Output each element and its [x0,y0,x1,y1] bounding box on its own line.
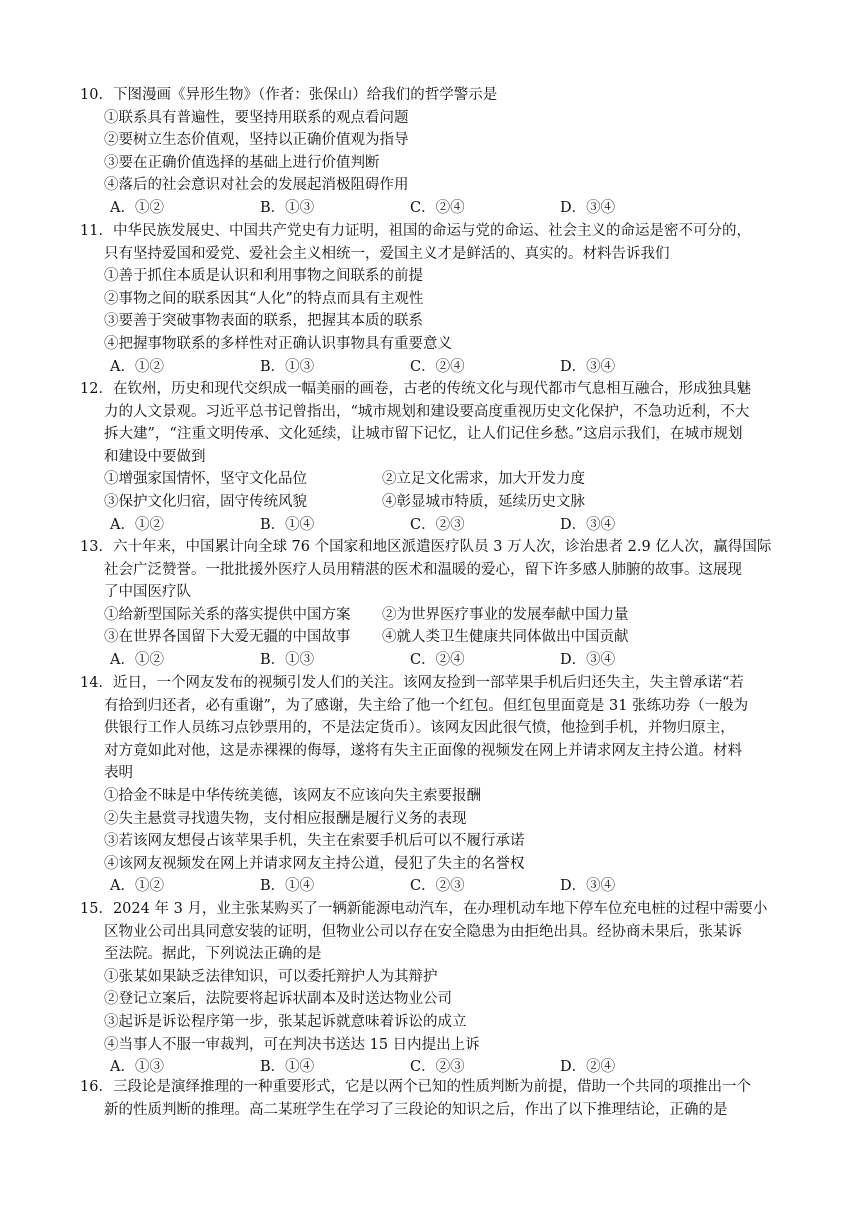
statement-option: ②登记立案后，法院要将起诉状副本及时送达物业公司 [104,991,452,1008]
question-12 [80,378,780,536]
statement-option: ③在世界各国留下大爱无疆的中国故事 [104,629,351,646]
choice-a[interactable]: A．①② [110,516,164,533]
choice-d[interactable]: D．②④ [560,1059,616,1076]
statement-option: ④落后的社会意识对社会的发展起消极阻碍作用 [104,177,409,194]
question-stem: 13．六十年来，中国累计向全球 76 个国家和地区派遣医疗队员 3 万人次，诊治患者 2.9 亿人次，赢得国际 [80,539,772,555]
choice-b[interactable]: B．①③ [260,358,315,375]
statement-option: ①拾金不昧是中华传统美德，该网友不应该向失主索要报酬 [104,787,481,804]
question-stem-cont: 只有坚持爱国和爱党、爱社会主义相统一，爱国主义才是鲜活的、真实的。材料告诉我们 [104,245,670,262]
question-stem: 14．近日，一个网友发布的视频引发人们的关注。该网友捡到一部苹果手机后归还失主，失主曾承诺“若 [80,675,744,691]
answer-choices [80,649,780,672]
question-13 [80,536,780,672]
answer-choices [80,514,780,537]
answer-choices [80,875,780,898]
choice-c[interactable]: C．②③ [410,878,465,895]
statement-option-row [80,491,780,514]
statement-option: ②失主悬赏寻找遗失物，支付相应报酬是履行义务的表现 [104,810,467,827]
statement-option: ③起诉是诉讼程序第一步，张某起诉就意味着诉讼的成立 [104,1013,467,1030]
question-stem: 11．中华民族发展史、中国共产党史有力证明，祖国的命运与党的命运、社会主义的命运是密不可分的， [80,223,751,239]
question-15 [80,898,780,1079]
choice-c[interactable]: C．②④ [410,651,465,668]
statement-option: ③若该网友想侵占该苹果手机，失主在索要手机后可以不履行承诺 [104,833,525,850]
question-stem-cont: 区物业公司出具同意安装的证明，但物业公司以存在安全隐患为由拒绝出具。经协商未果后，张某诉 [104,923,742,940]
question-11 [80,220,780,378]
statement-option: ④就人类卫生健康共同体做出中国贡献 [382,629,629,646]
choice-a[interactable]: A．①② [110,358,164,375]
choice-c[interactable]: C．②④ [410,199,465,216]
statement-option: ①联系具有普遍性，要坚持用联系的观点看问题 [104,109,409,126]
statement-option: ①增强家国情怀，坚守文化品位 [104,471,307,488]
choice-a[interactable]: A．①② [110,878,164,895]
question-14 [80,672,780,898]
statement-option: ③要在正确价值选择的基础上进行价值判断 [104,154,380,171]
statement-option-row [80,468,780,491]
choice-c[interactable]: C．②③ [410,1059,465,1076]
choice-c[interactable]: C．②④ [410,358,465,375]
question-stem-cont: 有拾到归还者，必有重谢”，为了感谢，失主给了他一个红包。但红包里面竟是 31 张练功券（一般为 [104,697,749,714]
choice-c[interactable]: C．②③ [410,516,465,533]
question-stem-cont: 社会广泛赞誉。一批批援外医疗人员用精湛的医术和温暖的爱心，留下许多感人肺腑的故事。这展现 [104,561,742,578]
choice-a[interactable]: A．①③ [110,1059,164,1076]
question-stem-cont: 力的人文景观。习近平总书记曾指出，“城市规划和建设要高度重视历史文化保护，不急功近利，不大 [104,403,750,420]
statement-option-row [80,626,780,649]
statement-option: ④该网友视频发在网上并请求网友主持公道，侵犯了失主的名誉权 [104,855,525,872]
choice-b[interactable]: B．①④ [260,1059,315,1076]
answer-choices [80,197,780,220]
choice-b[interactable]: B．①④ [260,516,315,533]
choice-b[interactable]: B．①④ [260,878,315,895]
choice-d[interactable]: D．③④ [560,878,616,895]
question-stem: 10．下图漫画《异形生物》（作者：张保山）给我们的哲学警示是 [80,87,498,103]
statement-option-row [80,604,780,627]
statement-option: ②立足文化需求，加大开发力度 [382,471,585,488]
question-16 [80,1076,780,1121]
statement-option: ①给新型国际关系的落实提供中国方案 [104,606,351,623]
statement-option: ②事物之间的联系因其“人化”的特点而具有主观性 [104,290,424,307]
choice-a[interactable]: A．①② [110,651,164,668]
question-stem: 15．2024 年 3 月，业主张某购买了一辆新能源电动汽车，在办理机动车地下停车位充电桩的过程中需要小 [80,901,768,917]
choice-a[interactable]: A．①② [110,199,164,216]
question-stem-cont: 新的性质判断的推理。高二某班学生在学习了三段论的知识之后，作出了以下推理结论，正确的是 [104,1101,728,1118]
question-stem: 16．三段论是演绎推理的一种重要形式，它是以两个已知的性质判断为前提，借助一个共同的项推出一个 [80,1079,751,1095]
question-stem: 12．在钦州，历史和现代交织成一幅美丽的画卷，古老的传统文化与现代都市气息相互融合，形成独具魅 [80,381,751,397]
question-stem-cont: 了中国医疗队 [104,584,191,601]
question-stem-cont: 表明 [104,765,133,782]
choice-d[interactable]: D．③④ [560,199,616,216]
answer-choices [80,356,780,379]
choice-d[interactable]: D．③④ [560,516,616,533]
question-stem-cont: 对方竟如此对他，这是赤裸裸的侮辱，遂将有失主正面像的视频发在网上并请求网友主持公道。材料 [104,742,742,759]
statement-option: ④把握事物联系的多样性对正确认识事物具有重要意义 [104,335,452,352]
question-stem-cont: 至法院。据此，下列说法正确的是 [104,946,322,963]
statement-option: ①善于抓住本质是认识和利用事物之间联系的前提 [104,268,423,285]
statement-option: ③要善于突破事物表面的联系，把握其本质的联系 [104,313,423,330]
question-stem-cont: 拆大建”，“注重文明传承、文化延续，让城市留下记忆，让人们记住乡愁。”这启示我们，在城市规划 [104,426,743,443]
statement-option: ③保护文化归宿，固守传统风貌 [104,493,307,510]
question-10 [80,84,780,220]
statement-option: ④彰显城市特质，延续历史文脉 [382,493,585,510]
question-stem-cont: 供银行工作人员练习点钞票用的，不是法定货币）。该网友因此很气愤，他捡到手机，并物归原主， [104,720,735,737]
statement-option: ②要树立生态价值观，坚持以正确价值观为指导 [104,132,409,149]
choice-d[interactable]: D．③④ [560,358,616,375]
choice-b[interactable]: B．①③ [260,199,315,216]
statement-option: ①张某如果缺乏法律知识，可以委托辩护人为其辩护 [104,968,438,985]
choice-b[interactable]: B．①③ [260,651,315,668]
statement-option: ②为世界医疗事业的发展奉献中国力量 [382,606,629,623]
statement-option: ④当事人不服一审裁判，可在判决书送达 15 日内提出上诉 [104,1036,480,1053]
choice-d[interactable]: D．③④ [560,651,616,668]
question-stem-cont: 和建设中要做到 [104,448,206,465]
